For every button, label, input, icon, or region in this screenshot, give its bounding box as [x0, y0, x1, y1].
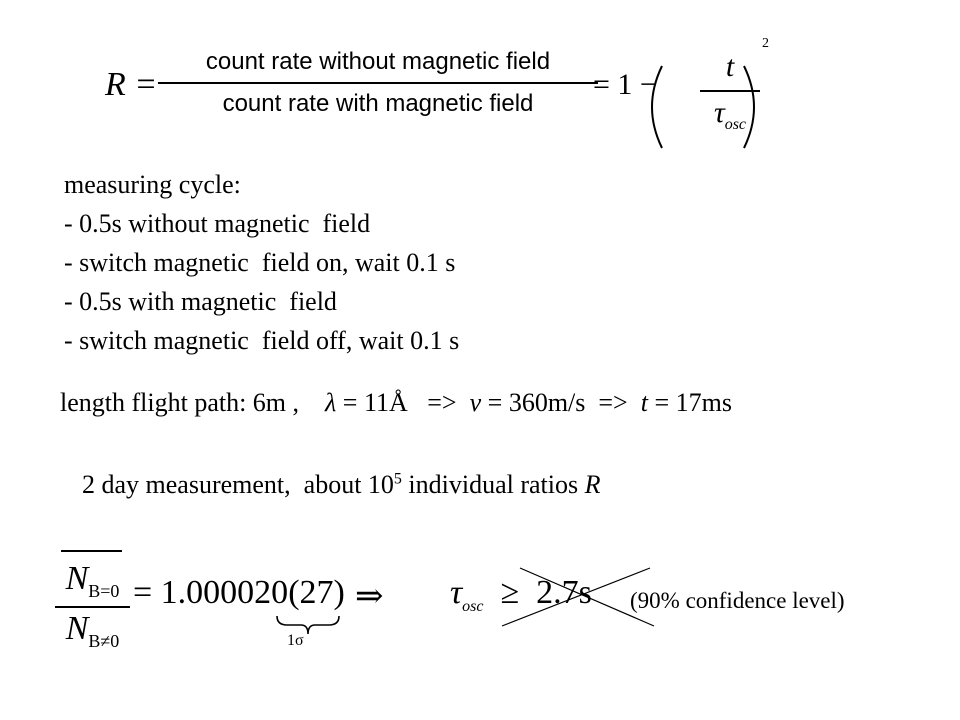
cycle-step: - switch magnetic field on, wait 0.1 s [64, 248, 456, 277]
flight-text-b: = 11Å => [336, 388, 470, 417]
uncertainty: (27) [288, 574, 345, 611]
measuring-cycle [64, 165, 459, 360]
cycle-step: - 0.5s with magnetic field [64, 287, 337, 316]
flight-text-c: = 360m/s => [481, 388, 641, 417]
brace-label: 1σ [287, 632, 304, 649]
velocity-symbol: v [469, 388, 482, 417]
n-denominator-subscript: B≠0 [88, 630, 120, 651]
flight-path-line [60, 388, 732, 418]
exponent: 2 [762, 36, 769, 51]
flight-text-d: = 17ms [647, 388, 732, 417]
measuring-cycle-title: measuring cycle: [64, 170, 241, 199]
inner-numerator: t [725, 50, 735, 83]
cross-out-mark [500, 566, 660, 628]
result-value [133, 574, 345, 612]
implies-arrow: ⇒ [355, 578, 384, 615]
count-rate-fraction [158, 48, 598, 118]
t-over-tau-fraction [700, 50, 760, 134]
tau-relation: ≥ 2.7s [483, 574, 592, 611]
tau-subscript: osc [462, 597, 484, 615]
result-formula [55, 550, 895, 660]
flight-text-a: length flight path: 6m , [60, 388, 326, 417]
lambda-symbol: λ [325, 388, 337, 417]
cycle-step: - switch magnetic field off, wait 0.1 s [64, 326, 460, 355]
fraction-numerator: count rate without magnetic field [205, 48, 551, 75]
inner-denominator [700, 96, 760, 134]
tau-subscript: osc [724, 116, 747, 133]
n-fraction-bar [55, 606, 130, 608]
n-denominator [55, 610, 130, 652]
measurement-exponent: 5 [393, 470, 402, 488]
ratio-symbol: R [584, 470, 601, 499]
measurement-text-a: 2 day measurement, about 10 [82, 470, 394, 499]
equals-one-minus: = 1 − [593, 68, 657, 101]
measurement-text-b: individual ratios [401, 470, 585, 499]
ratio-lhs: R = [105, 66, 158, 103]
fraction-denominator: count rate with magnetic field [222, 90, 534, 117]
tau-symbol: τ [450, 574, 463, 611]
tau-symbol: τ [713, 96, 725, 129]
n-numerator-subscript: B=0 [88, 580, 120, 601]
n-numerator [55, 560, 130, 602]
underbrace [273, 614, 343, 636]
n-symbol: N [65, 560, 89, 597]
ratio-value: = 1.000020 [133, 574, 289, 611]
time-symbol: t [640, 388, 648, 417]
inner-fraction-bar [700, 90, 760, 92]
measurement-line [82, 470, 601, 500]
n-symbol: N [65, 609, 89, 647]
n-ratio-fraction [55, 550, 130, 652]
ratio-formula [105, 36, 769, 150]
confidence-label: (90% confidence level) [630, 588, 845, 613]
cycle-step: - 0.5s without magnetic field [64, 209, 371, 238]
average-overline [61, 550, 122, 552]
